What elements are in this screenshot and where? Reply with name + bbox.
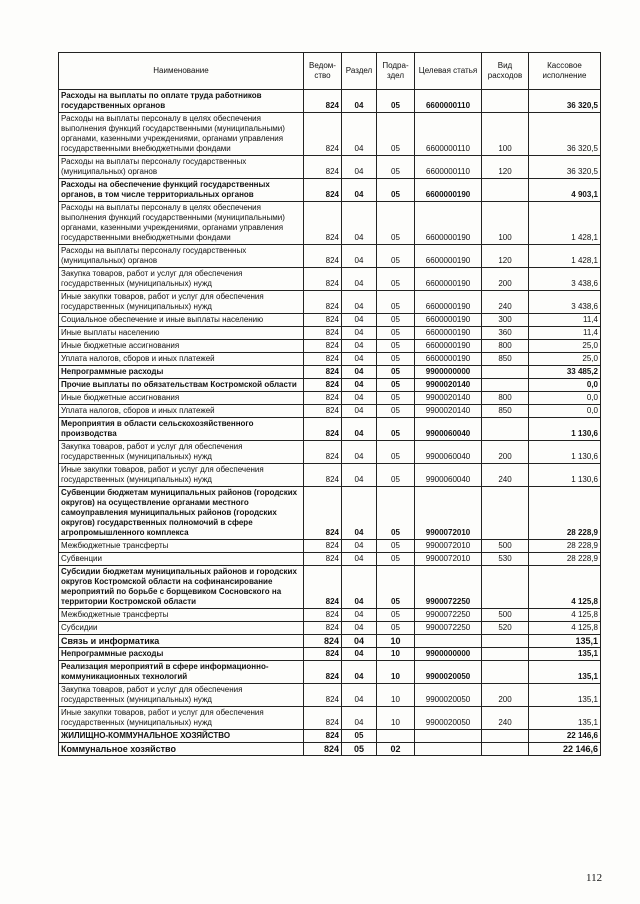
row-razdel: 04 — [342, 202, 377, 245]
row-celevaya-statya: 6600000190 — [415, 179, 482, 202]
header-kassovoe-ispolnenie: Кассовое исполнение — [529, 53, 601, 90]
row-kassovoe-ispolnenie: 4 125,8 — [529, 566, 601, 609]
row-name: Иные бюджетные ассигнования — [59, 340, 304, 353]
row-vid-rashodov: 200 — [482, 684, 529, 707]
row-razdel: 04 — [342, 464, 377, 487]
row-celevaya-statya: 9900020050 — [415, 684, 482, 707]
row-podrazdel: 05 — [377, 202, 415, 245]
row-vid-rashodov: 850 — [482, 353, 529, 366]
row-name: Прочие выплаты по обязательствам Костромской области — [59, 379, 304, 392]
row-podrazdel: 10 — [377, 648, 415, 661]
row-vid-rashodov — [482, 661, 529, 684]
row-celevaya-statya: 6600000190 — [415, 340, 482, 353]
row-name: Закупка товаров, работ и услуг для обеспечения государственных (муниципальных) нужд — [59, 441, 304, 464]
row-vedomstvo: 824 — [304, 743, 342, 756]
row-podrazdel: 05 — [377, 179, 415, 202]
row-vedomstvo: 824 — [304, 156, 342, 179]
row-podrazdel: 05 — [377, 268, 415, 291]
table-row — [59, 418, 601, 441]
row-vedomstvo: 824 — [304, 90, 342, 113]
table-row — [59, 379, 601, 392]
row-podrazdel: 05 — [377, 366, 415, 379]
row-razdel: 04 — [342, 684, 377, 707]
row-vedomstvo: 824 — [304, 648, 342, 661]
row-vedomstvo: 824 — [304, 684, 342, 707]
row-vedomstvo: 824 — [304, 392, 342, 405]
table-row — [59, 291, 601, 314]
row-name: Социальное обеспечение и иные выплаты населению — [59, 314, 304, 327]
row-podrazdel: 05 — [377, 291, 415, 314]
row-celevaya-statya: 9900072010 — [415, 487, 482, 540]
row-razdel: 04 — [342, 566, 377, 609]
row-name: Иные выплаты населению — [59, 327, 304, 340]
row-vid-rashodov: 500 — [482, 609, 529, 622]
row-podrazdel: 05 — [377, 353, 415, 366]
row-podrazdel: 05 — [377, 405, 415, 418]
table-row — [59, 661, 601, 684]
row-kassovoe-ispolnenie: 3 438,6 — [529, 268, 601, 291]
header-celevaya-statya: Целевая статья — [415, 53, 482, 90]
row-celevaya-statya: 9900000000 — [415, 366, 482, 379]
table-row — [59, 202, 601, 245]
row-podrazdel: 05 — [377, 379, 415, 392]
row-razdel: 04 — [342, 405, 377, 418]
row-name: Субвенции бюджетам муниципальных районов (городских округов) на осуществление органами местного самоуправления муниципальных районов (городских округов) государственных полномочий в сфере агропромышленного комплекса — [59, 487, 304, 540]
row-celevaya-statya: 9900072010 — [415, 553, 482, 566]
row-kassovoe-ispolnenie: 33 485,2 — [529, 366, 601, 379]
row-kassovoe-ispolnenie: 4 125,8 — [529, 622, 601, 635]
row-kassovoe-ispolnenie: 4 903,1 — [529, 179, 601, 202]
table-row — [59, 314, 601, 327]
row-vedomstvo: 824 — [304, 113, 342, 156]
row-razdel: 04 — [342, 113, 377, 156]
row-vid-rashodov: 240 — [482, 707, 529, 730]
row-vedomstvo: 824 — [304, 707, 342, 730]
row-vedomstvo: 824 — [304, 340, 342, 353]
row-name: Расходы на выплаты по оплате труда работников государственных органов — [59, 90, 304, 113]
row-podrazdel: 10 — [377, 661, 415, 684]
row-name: ЖИЛИЩНО-КОММУНАЛЬНОЕ ХОЗЯЙСТВО — [59, 730, 304, 743]
row-vid-rashodov — [482, 379, 529, 392]
row-celevaya-statya: 6600000190 — [415, 314, 482, 327]
table-row — [59, 464, 601, 487]
header-row — [59, 53, 601, 90]
row-vid-rashodov: 520 — [482, 622, 529, 635]
row-razdel: 04 — [342, 353, 377, 366]
table-row — [59, 441, 601, 464]
row-celevaya-statya: 6600000190 — [415, 245, 482, 268]
row-vid-rashodov: 100 — [482, 113, 529, 156]
row-kassovoe-ispolnenie: 28 228,9 — [529, 487, 601, 540]
row-razdel: 04 — [342, 156, 377, 179]
row-razdel: 04 — [342, 379, 377, 392]
row-celevaya-statya: 9900060040 — [415, 464, 482, 487]
row-vedomstvo: 824 — [304, 405, 342, 418]
row-podrazdel: 05 — [377, 566, 415, 609]
row-vedomstvo: 824 — [304, 245, 342, 268]
row-vid-rashodov — [482, 648, 529, 661]
table-row — [59, 156, 601, 179]
table-row — [59, 540, 601, 553]
table-row — [59, 609, 601, 622]
table-row — [59, 487, 601, 540]
row-name: Связь и информатика — [59, 635, 304, 648]
row-vid-rashodov: 240 — [482, 464, 529, 487]
row-name: Иные закупки товаров, работ и услуг для обеспечения государственных (муниципальных) нужд — [59, 464, 304, 487]
table-row — [59, 743, 601, 756]
row-podrazdel: 10 — [377, 707, 415, 730]
row-kassovoe-ispolnenie: 135,1 — [529, 684, 601, 707]
row-vid-rashodov: 240 — [482, 291, 529, 314]
row-kassovoe-ispolnenie: 4 125,8 — [529, 609, 601, 622]
table-row — [59, 553, 601, 566]
table-row — [59, 366, 601, 379]
row-kassovoe-ispolnenie: 25,0 — [529, 353, 601, 366]
row-vid-rashodov — [482, 418, 529, 441]
table-header — [59, 53, 601, 90]
row-kassovoe-ispolnenie: 22 146,6 — [529, 730, 601, 743]
row-vedomstvo: 824 — [304, 464, 342, 487]
row-razdel: 04 — [342, 553, 377, 566]
table-row — [59, 707, 601, 730]
row-celevaya-statya: 9900020140 — [415, 405, 482, 418]
row-vid-rashodov — [482, 90, 529, 113]
row-podrazdel: 05 — [377, 441, 415, 464]
table-row — [59, 327, 601, 340]
row-celevaya-statya: 9900020140 — [415, 379, 482, 392]
row-name: Расходы на выплаты персоналу в целях обеспечения выполнения функций государственными (муниципальными) органами, казенными учреждениями, органами управления государственными внебюджетными фондами — [59, 113, 304, 156]
row-celevaya-statya: 6600000110 — [415, 156, 482, 179]
row-kassovoe-ispolnenie: 135,1 — [529, 707, 601, 730]
row-podrazdel: 05 — [377, 464, 415, 487]
row-name: Субсидии — [59, 622, 304, 635]
row-kassovoe-ispolnenie: 28 228,9 — [529, 553, 601, 566]
row-kassovoe-ispolnenie: 1 428,1 — [529, 202, 601, 245]
row-vid-rashodov — [482, 487, 529, 540]
table-row — [59, 730, 601, 743]
row-name: Непрограммные расходы — [59, 648, 304, 661]
row-vedomstvo: 824 — [304, 314, 342, 327]
row-vedomstvo: 824 — [304, 487, 342, 540]
row-kassovoe-ispolnenie: 36 320,5 — [529, 90, 601, 113]
row-name: Расходы на обеспечение функций государственных органов, в том числе территориальных органов — [59, 179, 304, 202]
row-kassovoe-ispolnenie: 1 130,6 — [529, 464, 601, 487]
row-celevaya-statya — [415, 743, 482, 756]
row-vid-rashodov — [482, 566, 529, 609]
row-razdel: 04 — [342, 661, 377, 684]
row-kassovoe-ispolnenie: 3 438,6 — [529, 291, 601, 314]
header-name: Наименование — [59, 53, 304, 90]
header-razdel: Раздел — [342, 53, 377, 90]
row-name: Расходы на выплаты персоналу государственных (муниципальных) органов — [59, 245, 304, 268]
row-vedomstvo: 824 — [304, 540, 342, 553]
row-name: Мероприятия в области сельскохозяйственного производства — [59, 418, 304, 441]
row-vedomstvo: 824 — [304, 418, 342, 441]
row-vedomstvo: 824 — [304, 268, 342, 291]
row-vid-rashodov — [482, 179, 529, 202]
row-vedomstvo: 824 — [304, 730, 342, 743]
row-razdel: 04 — [342, 648, 377, 661]
row-vedomstvo: 824 — [304, 553, 342, 566]
row-celevaya-statya: 6600000110 — [415, 113, 482, 156]
row-razdel: 04 — [342, 609, 377, 622]
row-podrazdel: 05 — [377, 314, 415, 327]
row-name: Расходы на выплаты персоналу государственных (муниципальных) органов — [59, 156, 304, 179]
row-vedomstvo: 824 — [304, 441, 342, 464]
row-celevaya-statya: 6600000190 — [415, 291, 482, 314]
row-celevaya-statya: 9900020140 — [415, 392, 482, 405]
row-celevaya-statya: 6600000110 — [415, 90, 482, 113]
row-podrazdel: 05 — [377, 609, 415, 622]
row-vid-rashodov: 850 — [482, 405, 529, 418]
row-kassovoe-ispolnenie: 1 130,6 — [529, 418, 601, 441]
row-celevaya-statya: 9900020050 — [415, 707, 482, 730]
row-celevaya-statya: 9900020050 — [415, 661, 482, 684]
row-name: Непрограммные расходы — [59, 366, 304, 379]
table-row — [59, 622, 601, 635]
row-vedomstvo: 824 — [304, 566, 342, 609]
row-celevaya-statya: 6600000190 — [415, 353, 482, 366]
row-celevaya-statya: 9900072250 — [415, 609, 482, 622]
row-kassovoe-ispolnenie: 25,0 — [529, 340, 601, 353]
row-name: Межбюджетные трансферты — [59, 609, 304, 622]
row-vid-rashodov — [482, 366, 529, 379]
row-kassovoe-ispolnenie: 22 146,6 — [529, 743, 601, 756]
row-name: Реализация мероприятий в сфере информационно-коммуникационных технологий — [59, 661, 304, 684]
table-row — [59, 245, 601, 268]
row-name: Субсидии бюджетам муниципальных районов и городских округов Костромской области на софинансирование мероприятий по борьбе с борщевиком Сосновского на территории Костромской области — [59, 566, 304, 609]
row-podrazdel: 05 — [377, 540, 415, 553]
row-vid-rashodov: 360 — [482, 327, 529, 340]
row-celevaya-statya: 9900060040 — [415, 418, 482, 441]
row-celevaya-statya: 6600000190 — [415, 268, 482, 291]
row-podrazdel — [377, 730, 415, 743]
row-vid-rashodov: 120 — [482, 245, 529, 268]
row-name: Уплата налогов, сборов и иных платежей — [59, 405, 304, 418]
table-row — [59, 268, 601, 291]
row-podrazdel: 05 — [377, 392, 415, 405]
row-podrazdel: 10 — [377, 635, 415, 648]
row-kassovoe-ispolnenie: 135,1 — [529, 648, 601, 661]
row-podrazdel: 05 — [377, 487, 415, 540]
table-body — [59, 90, 601, 756]
row-razdel: 04 — [342, 327, 377, 340]
page-number: 112 — [586, 872, 603, 884]
header-vid-rashodov: Вид расходов — [482, 53, 529, 90]
row-vedomstvo: 824 — [304, 379, 342, 392]
budget-table — [58, 52, 601, 756]
row-kassovoe-ispolnenie: 0,0 — [529, 379, 601, 392]
row-vedomstvo: 824 — [304, 202, 342, 245]
row-vid-rashodov: 500 — [482, 540, 529, 553]
row-kassovoe-ispolnenie: 28 228,9 — [529, 540, 601, 553]
row-vedomstvo: 824 — [304, 635, 342, 648]
row-razdel: 05 — [342, 743, 377, 756]
row-name: Иные бюджетные ассигнования — [59, 392, 304, 405]
table-row — [59, 340, 601, 353]
table-row — [59, 566, 601, 609]
row-vedomstvo: 824 — [304, 327, 342, 340]
row-razdel: 04 — [342, 635, 377, 648]
row-vid-rashodov — [482, 635, 529, 648]
row-celevaya-statya: 6600000190 — [415, 327, 482, 340]
row-name: Межбюджетные трансферты — [59, 540, 304, 553]
row-celevaya-statya: 9900060040 — [415, 441, 482, 464]
row-celevaya-statya: 9900072250 — [415, 622, 482, 635]
row-vid-rashodov: 300 — [482, 314, 529, 327]
row-razdel: 04 — [342, 441, 377, 464]
row-kassovoe-ispolnenie: 135,1 — [529, 661, 601, 684]
row-kassovoe-ispolnenie: 11,4 — [529, 327, 601, 340]
table-row — [59, 113, 601, 156]
row-razdel: 04 — [342, 707, 377, 730]
row-name: Расходы на выплаты персоналу в целях обеспечения выполнения функций государственными (муниципальными) органами, казенными учреждениями, органами управления государственными внебюджетными фондами — [59, 202, 304, 245]
row-celevaya-statya: 9900072250 — [415, 566, 482, 609]
row-vid-rashodov: 120 — [482, 156, 529, 179]
row-kassovoe-ispolnenie: 0,0 — [529, 392, 601, 405]
row-name: Уплата налогов, сборов и иных платежей — [59, 353, 304, 366]
row-celevaya-statya: 6600000190 — [415, 202, 482, 245]
row-podrazdel: 02 — [377, 743, 415, 756]
row-podrazdel: 05 — [377, 90, 415, 113]
row-vid-rashodov — [482, 743, 529, 756]
row-vid-rashodov: 530 — [482, 553, 529, 566]
table-row — [59, 392, 601, 405]
row-kassovoe-ispolnenie: 1 428,1 — [529, 245, 601, 268]
row-razdel: 04 — [342, 366, 377, 379]
row-kassovoe-ispolnenie: 36 320,5 — [529, 156, 601, 179]
row-vid-rashodov: 100 — [482, 202, 529, 245]
row-vid-rashodov: 800 — [482, 392, 529, 405]
row-vid-rashodov — [482, 730, 529, 743]
table-row — [59, 684, 601, 707]
table-row — [59, 635, 601, 648]
table-row — [59, 405, 601, 418]
row-celevaya-statya: 9900072010 — [415, 540, 482, 553]
row-kassovoe-ispolnenie: 36 320,5 — [529, 113, 601, 156]
row-razdel: 04 — [342, 90, 377, 113]
row-razdel: 04 — [342, 622, 377, 635]
row-name: Закупка товаров, работ и услуг для обеспечения государственных (муниципальных) нужд — [59, 268, 304, 291]
row-vid-rashodov: 200 — [482, 441, 529, 464]
table-row — [59, 353, 601, 366]
row-name: Коммунальное хозяйство — [59, 743, 304, 756]
row-vid-rashodov: 200 — [482, 268, 529, 291]
row-razdel: 05 — [342, 730, 377, 743]
row-vedomstvo: 824 — [304, 609, 342, 622]
row-vedomstvo: 824 — [304, 622, 342, 635]
row-vedomstvo: 824 — [304, 661, 342, 684]
row-name: Закупка товаров, работ и услуг для обеспечения государственных (муниципальных) нужд — [59, 684, 304, 707]
table-row — [59, 90, 601, 113]
row-podrazdel: 05 — [377, 553, 415, 566]
header-podrazdel: Подра-здел — [377, 53, 415, 90]
row-vedomstvo: 824 — [304, 366, 342, 379]
row-razdel: 04 — [342, 245, 377, 268]
row-vedomstvo: 824 — [304, 353, 342, 366]
row-kassovoe-ispolnenie: 11,4 — [529, 314, 601, 327]
row-razdel: 04 — [342, 487, 377, 540]
row-podrazdel: 05 — [377, 622, 415, 635]
row-podrazdel: 05 — [377, 245, 415, 268]
row-razdel: 04 — [342, 314, 377, 327]
row-vedomstvo: 824 — [304, 291, 342, 314]
row-celevaya-statya: 9900000000 — [415, 648, 482, 661]
row-razdel: 04 — [342, 540, 377, 553]
row-razdel: 04 — [342, 418, 377, 441]
budget-document — [58, 52, 600, 756]
row-name: Иные закупки товаров, работ и услуг для обеспечения государственных (муниципальных) нужд — [59, 707, 304, 730]
row-podrazdel: 05 — [377, 327, 415, 340]
row-vedomstvo: 824 — [304, 179, 342, 202]
row-kassovoe-ispolnenie: 135,1 — [529, 635, 601, 648]
row-podrazdel: 10 — [377, 684, 415, 707]
row-vid-rashodov: 800 — [482, 340, 529, 353]
row-name: Иные закупки товаров, работ и услуг для обеспечения государственных (муниципальных) нужд — [59, 291, 304, 314]
row-celevaya-statya — [415, 730, 482, 743]
row-razdel: 04 — [342, 392, 377, 405]
row-name: Субвенции — [59, 553, 304, 566]
row-podrazdel: 05 — [377, 113, 415, 156]
row-podrazdel: 05 — [377, 156, 415, 179]
row-razdel: 04 — [342, 179, 377, 202]
table-row — [59, 648, 601, 661]
row-kassovoe-ispolnenie: 0,0 — [529, 405, 601, 418]
row-razdel: 04 — [342, 291, 377, 314]
table-row — [59, 179, 601, 202]
row-celevaya-statya — [415, 635, 482, 648]
row-podrazdel: 05 — [377, 340, 415, 353]
row-razdel: 04 — [342, 340, 377, 353]
header-vedomstvo: Ведом-ство — [304, 53, 342, 90]
row-podrazdel: 05 — [377, 418, 415, 441]
row-kassovoe-ispolnenie: 1 130,6 — [529, 441, 601, 464]
row-razdel: 04 — [342, 268, 377, 291]
